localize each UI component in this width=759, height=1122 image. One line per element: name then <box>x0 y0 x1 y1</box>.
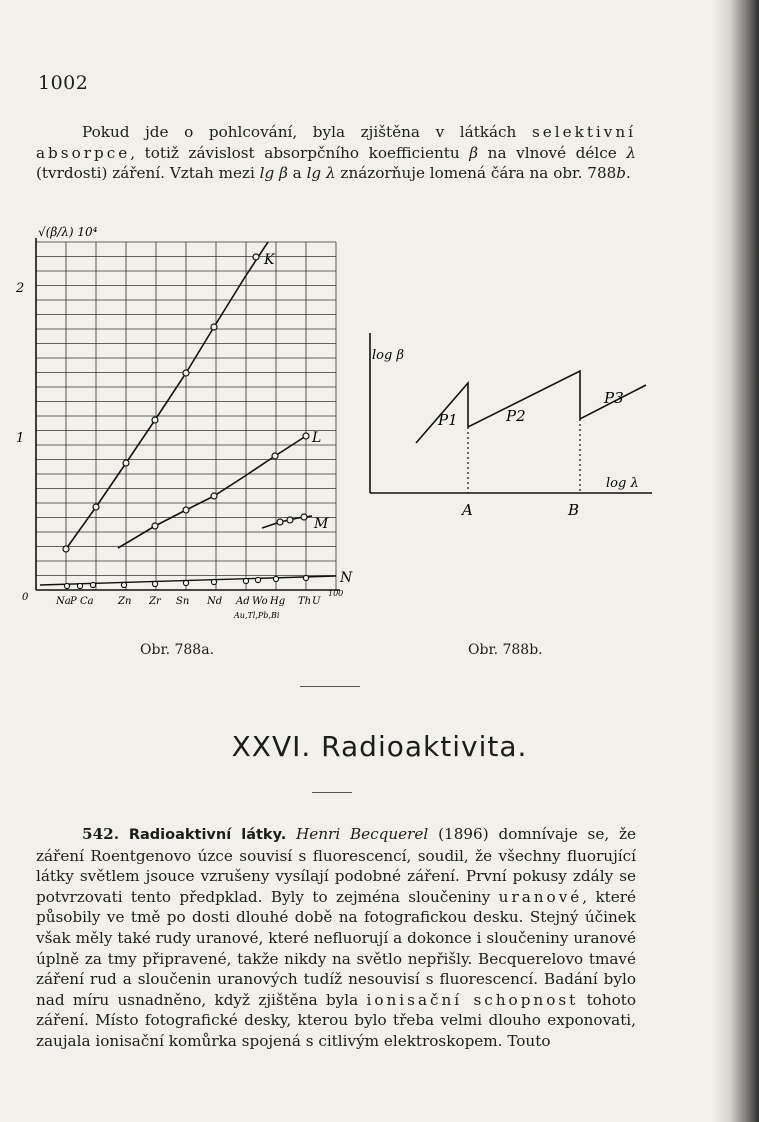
segment-label-p2: P2 <box>506 407 526 425</box>
book-spine-shadow <box>711 0 759 1122</box>
text-run: (tvrdosti) záření. Vztah mezi <box>36 164 260 183</box>
text-run: na vlnové délce <box>478 143 627 162</box>
curve-label-n: N <box>340 570 353 586</box>
spaced-term: uranové <box>498 887 583 906</box>
figure-788a <box>0 220 360 640</box>
data-point <box>253 254 259 260</box>
y-tick-label: 1 <box>16 431 25 446</box>
figure-ref-letter: b <box>616 164 627 183</box>
curve-l <box>118 436 306 548</box>
chapter-title: XXVI. Radioaktivita. <box>231 730 528 763</box>
data-point <box>152 581 157 586</box>
data-point <box>303 433 309 439</box>
author-name: Henri Becquerel <box>296 825 429 843</box>
grid <box>36 242 336 590</box>
edge-label-a: A <box>462 501 473 519</box>
symbol-lambda: λ <box>626 143 636 162</box>
data-point <box>287 517 293 523</box>
spaced-term: ionisační schopnost <box>366 990 579 1009</box>
data-point <box>123 460 129 466</box>
element-label: U <box>312 596 321 607</box>
text-run: , které působily ve tmě po dosti dlouhé době na fotografickou desku. Stejný účinek však měly také rudy uranové, které nefluorují a dokonce i sloučeniny uranové úplně za tmy připravené, takže nikdy na světlo nepřišly. Becquerelovo tmavé záření rud a sloučenin uranových tudíž nesouvisí s fluorescencí. Badání bylo nad míru usnadněno, když zjištěna byla <box>36 887 636 1009</box>
curve-label-m: M <box>314 516 329 532</box>
element-label: Sn <box>176 596 190 607</box>
figure-788a-caption: Obr. 788a. <box>140 642 215 658</box>
element-label: Na <box>56 596 71 607</box>
divider-rule <box>312 792 352 793</box>
data-point <box>183 507 189 513</box>
data-point <box>90 582 95 587</box>
x-axis-label: log λ <box>606 476 639 491</box>
data-point <box>64 583 69 588</box>
x-end-label: 100 <box>328 589 344 598</box>
data-point <box>277 519 283 525</box>
data-point <box>183 580 188 585</box>
element-label: P <box>70 596 77 607</box>
data-point <box>255 577 260 582</box>
curve-label-k: K <box>264 252 275 268</box>
text-run: . <box>626 164 631 183</box>
element-label: Zr <box>149 596 161 607</box>
year: (1896) <box>438 825 489 843</box>
data-point <box>243 578 248 583</box>
divider-rule <box>300 686 360 687</box>
element-labels <box>55 596 321 607</box>
y-axis-label: √(β/λ) 10⁴ <box>38 225 98 239</box>
element-label: Hg <box>270 596 286 607</box>
curve-m-points <box>277 514 307 525</box>
section-title: Radioaktivní látky. <box>128 827 287 843</box>
data-point <box>183 370 189 376</box>
section-number: 542. <box>82 825 119 843</box>
data-point <box>211 579 216 584</box>
data-point <box>152 417 158 423</box>
element-sublabel: Au,Tl,Pb,Bi <box>234 611 280 620</box>
element-label: Zn <box>118 596 132 607</box>
data-point <box>211 324 217 330</box>
data-point <box>211 493 217 499</box>
section-paragraph <box>36 824 636 1052</box>
absorption-curve <box>416 371 646 443</box>
data-point <box>152 523 158 529</box>
text-run: a <box>287 164 307 183</box>
intro-paragraph <box>36 122 636 184</box>
data-point <box>77 583 82 588</box>
origin-label: 0 <box>22 592 29 603</box>
data-point <box>303 575 308 580</box>
data-point <box>121 582 126 587</box>
edge-label-b: B <box>568 501 580 519</box>
figure-788b-caption: Obr. 788b. <box>468 642 543 658</box>
element-label: Nd <box>207 596 223 607</box>
data-point <box>301 514 307 520</box>
page-number: 1002 <box>38 72 89 94</box>
y-axis-label: log β <box>372 348 404 363</box>
element-label: Ad <box>236 596 250 607</box>
spaced-term: selektivní absorpce <box>36 123 636 162</box>
text-run: Pokud jde o pohlcování, byla zjištěna v látkách <box>82 123 532 141</box>
text-run: domnívaje se, že záření Roentgenovo úzce souvisí s fluorescencí, soudil, že všechny fluorující látky světlem jsouce vzrušeny vysílají podobné záření. První pokusy zdály se potvrzovati tento předpklad. Byly to zejména sloučeniny <box>36 825 637 906</box>
data-point <box>93 504 99 510</box>
data-point <box>272 453 278 459</box>
curve-k-points <box>63 254 259 552</box>
curve-label-l: L <box>312 430 322 446</box>
segment-label-p1: P1 <box>438 411 458 429</box>
data-point <box>273 576 278 581</box>
symbol-beta: β <box>469 143 479 162</box>
symbol-lg-lambda: lg λ <box>306 164 336 183</box>
element-label: Th <box>298 596 312 607</box>
text-run: , totiž závislost absorpčního koefficientu <box>130 143 470 162</box>
data-point <box>63 546 69 552</box>
y-tick-label: 2 <box>16 281 25 296</box>
element-label: Ca <box>80 596 94 607</box>
element-label: Wo <box>252 596 268 607</box>
text-run: tohoto záření. Místo fotografické desky, kterou bylo třeba velmi dlouho exponovati, zaujala ionisační komůrka spojená s citlivým elektroskopem. Touto <box>36 990 636 1050</box>
figure-788b <box>360 325 660 525</box>
text-run: znázorňuje lomená čára na obr. 788 <box>335 164 617 183</box>
segment-label-p3: P3 <box>604 389 624 407</box>
symbol-lg-beta: lg β <box>259 164 288 183</box>
